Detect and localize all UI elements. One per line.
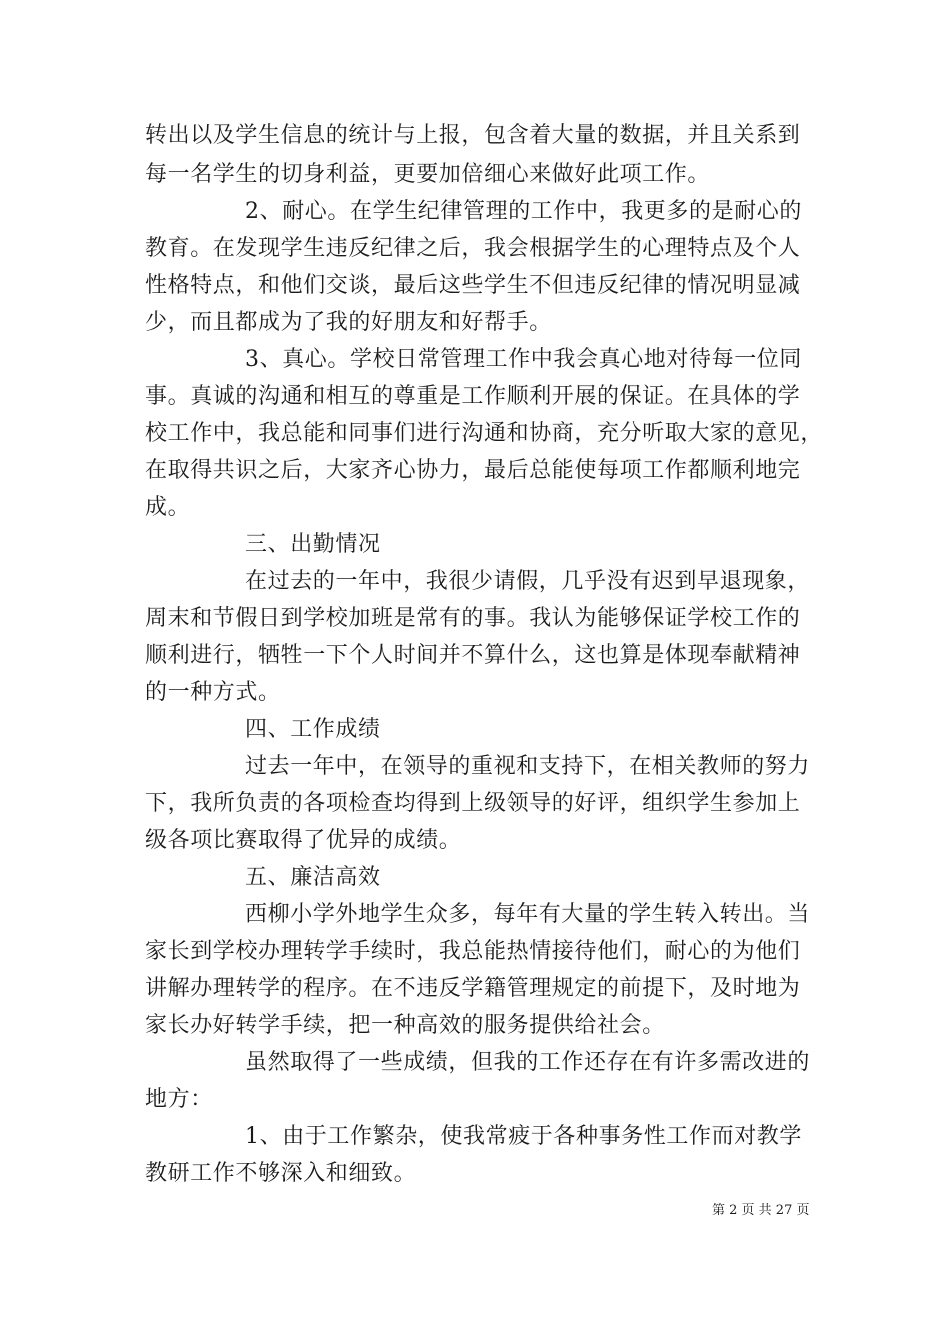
body-text-line: 周末和节假日到学校加班是常有的事。我认为能够保证学校工作的 <box>145 606 801 631</box>
body-text-line: 每一名学生的切身利益，更要加倍细心来做好此项工作。 <box>145 162 711 187</box>
body-text-line: 的一种方式。 <box>145 680 281 705</box>
body-text-line: 家长到学校办理转学手续时，我总能热情接待他们，耐心的为他们 <box>145 939 801 964</box>
paragraph-start-line: 2、耐心。在学生纪律管理的工作中，我更多的是耐心的 <box>245 199 802 224</box>
body-text-line: 校工作中，我总能和同事们进行沟通和协商，充分听取大家的意见， <box>145 421 824 446</box>
body-text-line: 性格特点，和他们交谈，最后这些学生不但违反纪律的情况明显减 <box>145 273 801 298</box>
section-heading: 三、出勤情况 <box>245 532 381 557</box>
paragraph-start-line: 在过去的一年中，我很少请假，几乎没有迟到早退现象， <box>245 569 811 594</box>
body-text-line: 顺利进行，牺牲一下个人时间并不算什么，这也算是体现奉献精神 <box>145 643 801 668</box>
body-text-line: 级各项比赛取得了优异的成绩。 <box>145 828 462 853</box>
body-text-line: 教育。在发现学生违反纪律之后，我会根据学生的心理特点及个人 <box>145 236 801 261</box>
body-text-line: 讲解办理转学的程序。在不违反学籍管理规定的前提下，及时地为 <box>145 976 801 1001</box>
paragraph-start-line: 3、真心。学校日常管理工作中我会真心地对待每一位同 <box>245 347 802 372</box>
body-text-line: 在取得共识之后，大家齐心协力，最后总能使每项工作都顺利地完 <box>145 458 801 483</box>
paragraph-start-line: 虽然取得了一些成绩，但我的工作还存在有许多需改进的 <box>245 1050 811 1075</box>
body-text-line: 教研工作不够深入和细致。 <box>145 1161 417 1186</box>
body-text-line: 少，而且都成为了我的好朋友和好帮手。 <box>145 310 552 335</box>
page-number-footer: 第 2 页 共 27 页 <box>712 1203 810 1218</box>
paragraph-start-line: 过去一年中，在领导的重视和支持下，在相关教师的努力 <box>245 754 811 779</box>
paragraph-start-line: 1、由于工作繁杂，使我常疲于各种事务性工作而对教学 <box>245 1124 802 1149</box>
paragraph-start-line: 西柳小学外地学生众多，每年有大量的学生转入转出。当 <box>245 902 811 927</box>
body-text-line: 下，我所负责的各项检查均得到上级领导的好评，组织学生参加上 <box>145 791 801 816</box>
body-text-line: 事。真诚的沟通和相互的尊重是工作顺利开展的保证。在具体的学 <box>145 384 801 409</box>
body-text-line: 成。 <box>145 495 191 520</box>
section-heading: 五、廉洁高效 <box>245 865 381 890</box>
body-text-line: 家长办好转学手续，把一种高效的服务提供给社会。 <box>145 1013 665 1038</box>
body-text-line: 转出以及学生信息的统计与上报，包含着大量的数据，并且关系到 <box>145 123 801 148</box>
body-text-line: 地方： <box>145 1087 213 1112</box>
section-heading: 四、工作成绩 <box>245 717 381 742</box>
